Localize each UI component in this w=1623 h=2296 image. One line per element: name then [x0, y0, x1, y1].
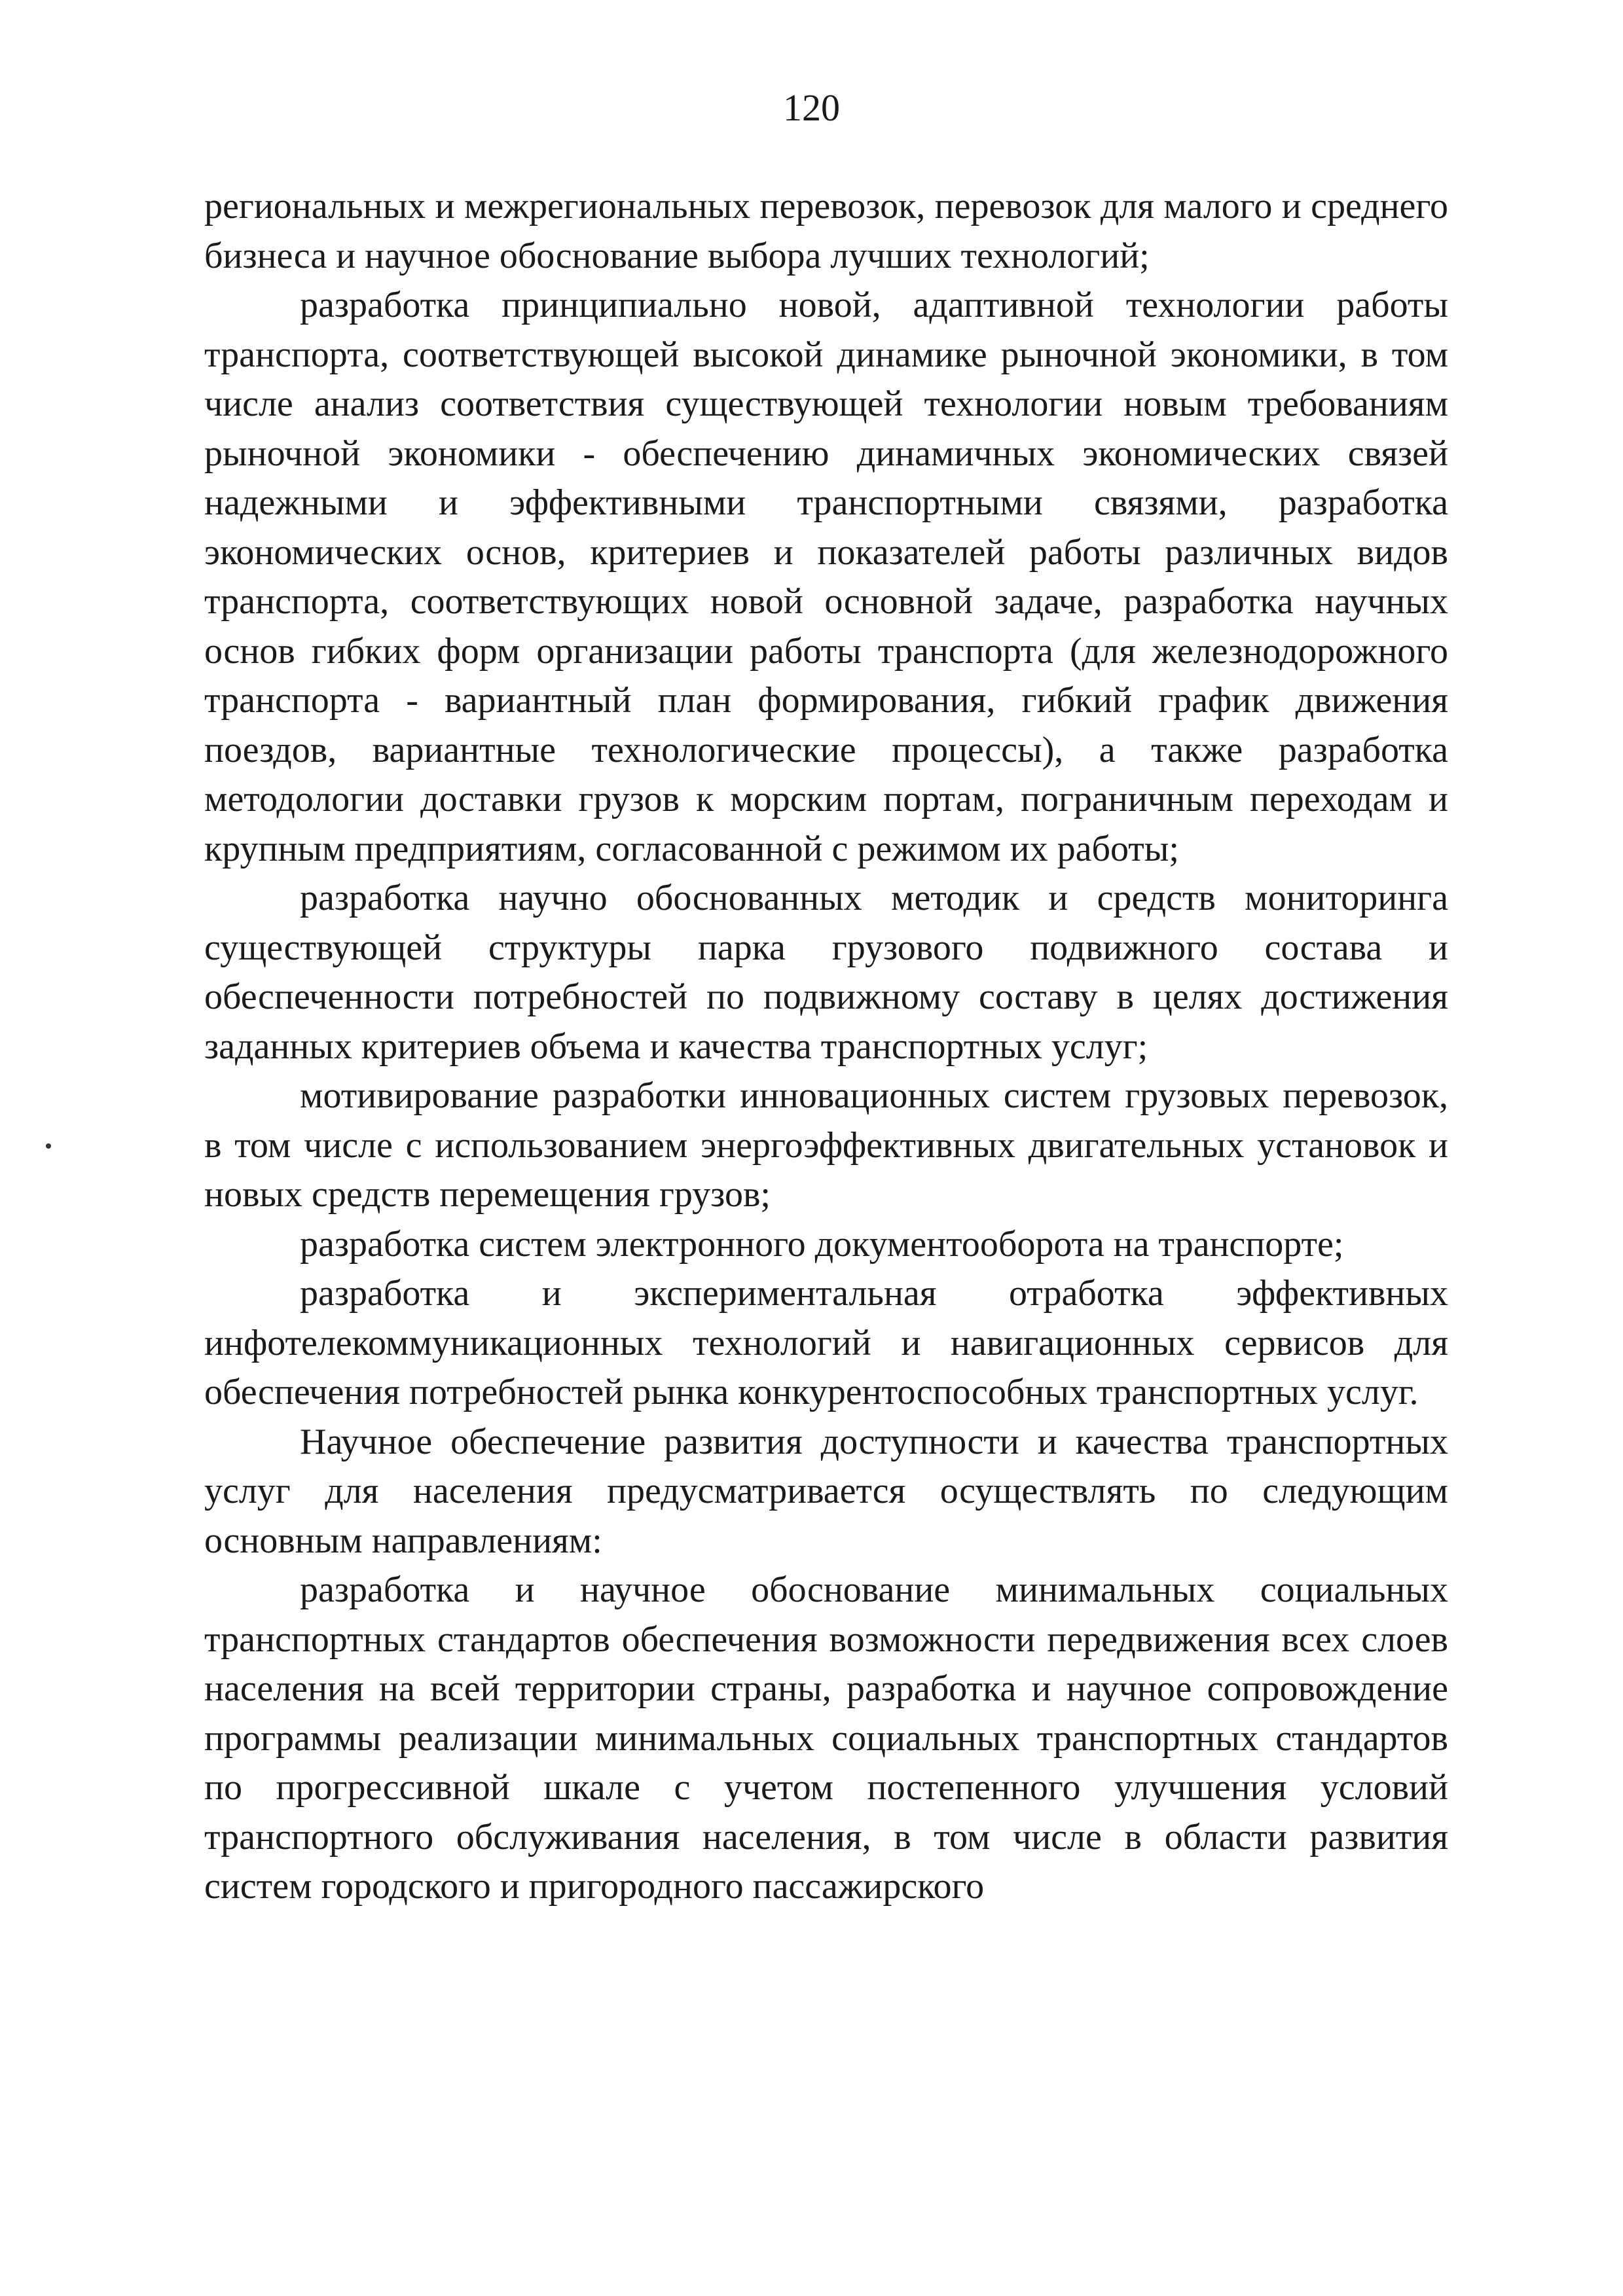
- page-number: 120: [783, 86, 840, 129]
- paragraph-5: разработка систем электронного документооборота на транспорте;: [300, 1223, 1344, 1265]
- paragraph-2: разработка принципиально новой, адаптивной технологии работы транспорта, соответствующей высокой динамике рыночной экономики, в том числе анализ соответствия существующей технологии новым требованиям рыночной экономики - обеспечению динамичных экономических связей надежными и эффективными транспортными связями, разработка экономических основ, критериев и показателей работы различных видов транспорта, соответствующих новой основной задаче, разработка научных основ гибких форм организации работы транспорта (для железнодорожного транспорта - вариантный план формирования, гибкий график движения поездов, вариантные технологические процессы), а также разработка методологии доставки грузов к морским портам, пограничным переходам и крупным предприятиям, согласованной с режимом их работы;: [204, 285, 1448, 869]
- paragraph-1: региональных и межрегиональных перевозок, перевозок для малого и среднего бизнеса и научное обоснование выбора лучших технологий;: [204, 186, 1448, 276]
- paragraph-4: мотивирование разработки инновационных систем грузовых перевозок, в том числе с использованием энергоэффективных двигательных установок и новых средств перемещения грузов;: [204, 1075, 1448, 1215]
- paragraph-8: разработка и научное обоснование минимальных социальных транспортных стандартов обеспечения возможности передвижения всех слоев населения на всей территории страны, разработка и научное сопровождение программы реализации минимальных социальных транспортных стандартов по прогрессивной шкале с учетом постепенного улучшения условий транспортного обслуживания населения, в том числе в области развития систем городского и пригородного пассажирского: [204, 1570, 1448, 1907]
- paragraph-6: разработка и экспериментальная отработка эффективных инфотелекоммуникационных технологий и навигационных сервисов для обеспечения потребностей рынка конкурентоспособных транспортных услуг.: [204, 1273, 1448, 1412]
- paragraph-3: разработка научно обоснованных методик и средств мониторинга существующей структуры парка грузового подвижного состава и обеспеченности потребностей по подвижному составу в целях достижения заданных критериев объема и качества транспортных услуг;: [204, 878, 1448, 1067]
- paragraph-7: Научное обеспечение развития доступности и качества транспортных услуг для населения предусматривается осуществлять по следующим основным направлениям:: [204, 1421, 1448, 1561]
- scan-speck: [46, 1143, 51, 1149]
- body-text: [204, 182, 1448, 1912]
